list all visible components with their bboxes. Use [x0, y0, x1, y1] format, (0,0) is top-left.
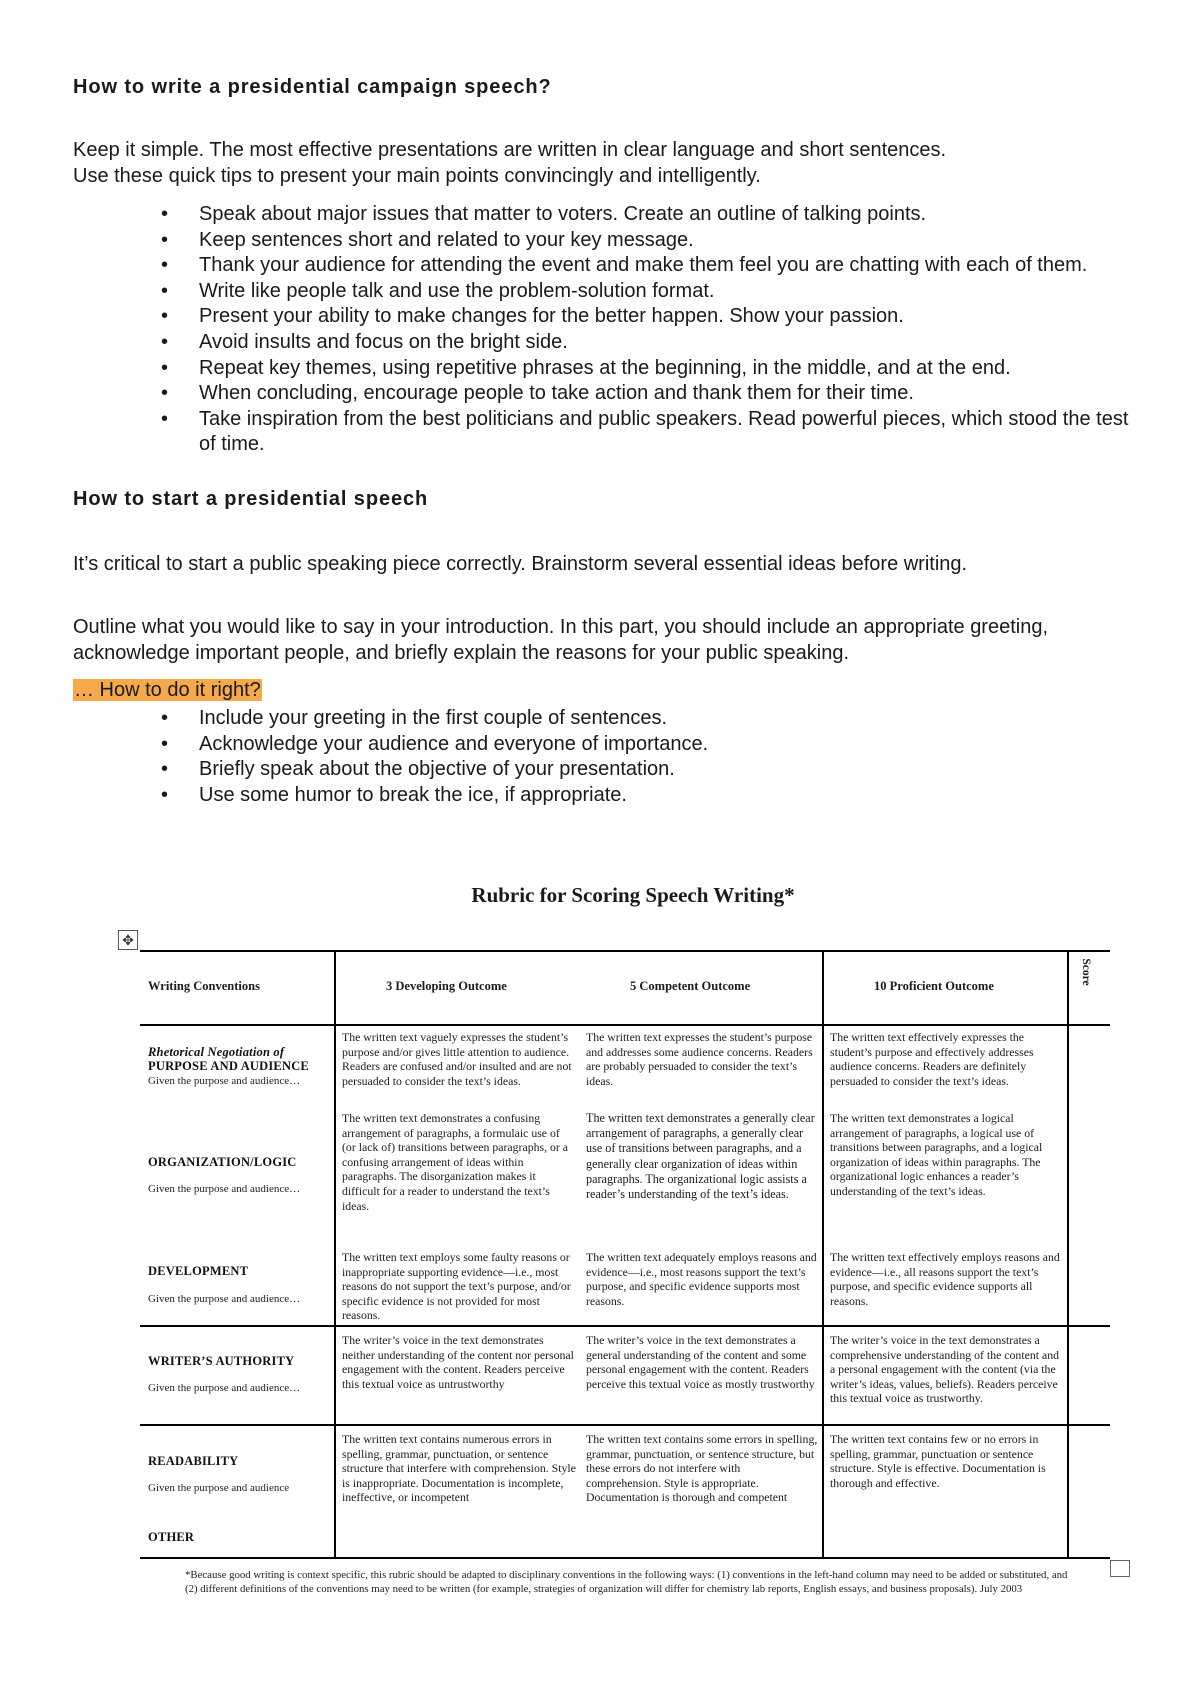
bullet-icon: • [161, 254, 169, 277]
row-label-italic: Rhetorical Negotiation of [148, 1045, 285, 1059]
bullet-icon: • [161, 356, 169, 379]
heading-campaign-speech: How to write a presidential campaign speech? [73, 76, 552, 98]
cell-development-proficient: The written text effectively employs reasons and evidence—i.e., all reasons support the text’s purpose, and specific evidence supports all reasons. [830, 1250, 1060, 1308]
header-writing-conventions: Writing Conventions [148, 979, 260, 993]
list-item: • Thank your audience for attending the event and make them feel you are chatting with each of them. [73, 253, 1138, 279]
cell-readability-competent: The written text contains some errors in spelling, grammar, punctuation, or sentence structure, but these errors do not interfere with comprehension. Style is appropriate. Documentation is thorough and competent [586, 1432, 818, 1505]
column-divider [334, 950, 336, 1558]
list-item: • Include your greeting in the first couple of sentences. [73, 706, 1138, 732]
cell-authority-competent: The writer’s voice in the text demonstrates a general understanding of the content and some personal engagement with the content. Readers perceive this textual voice as mostly trustworthy [586, 1333, 815, 1391]
list-item: • Keep sentences short and related to your key message. [73, 228, 1138, 254]
table-move-handle-icon[interactable]: ✥ [118, 930, 138, 950]
header-proficient: 10 Proficient Outcome [874, 979, 994, 993]
row-sublabel: Given the purpose and audience [148, 1482, 290, 1494]
intro-line-2: Use these quick tips to present your main points convincingly and intelligently. [73, 165, 761, 187]
bullet-icon: • [161, 707, 169, 729]
row-divider [140, 1424, 1110, 1426]
row-label-purpose-audience: PURPOSE AND AUDIENCE [148, 1059, 309, 1073]
cell-organization-developing: The written text demonstrates a confusing arrangement of paragraphs, a formulaic use of (or lack of) transitions between paragraphs, or a confusing arrangement of ideas within paragraphs. The disorganization makes it difficult for a reader to understand the text’s ideas. [342, 1111, 569, 1213]
intro-line-1: Keep it simple. The most effective presentations are written in clear language and short sentences. [73, 139, 947, 161]
cell-organization-proficient: The written text demonstrates a logical arrangement of paragraphs, a logical use of transitions between paragraphs, and a logical organization of ideas within paragraphs. The organizational logic enhances a reader’s understanding of the text’s ideas. [830, 1111, 1043, 1198]
row-label-development: DEVELOPMENT [148, 1264, 249, 1278]
list-item: • Take inspiration from the best politicians and public speakers. Read powerful pieces, which stood the test of time. [161, 407, 1129, 456]
list-item: • Write like people talk and use the problem-solution format. [73, 279, 1138, 305]
bullet-icon: • [161, 783, 169, 806]
table-header-border [140, 1024, 1110, 1026]
column-divider [1067, 950, 1069, 1558]
list-item: • Avoid insults and focus on the bright side. [73, 330, 1138, 356]
list-item: • Acknowledge your audience and everyone of importance. [73, 732, 1138, 758]
bullet-icon: • [161, 382, 169, 405]
bullet-icon: • [161, 305, 169, 328]
critical-start-paragraph: It’s critical to start a public speaking piece correctly. Brainstorm several essential ideas before writing. [73, 553, 968, 575]
rubric-footnote: *Because good writing is context specific, this rubric should be adapted to disciplinary conventions in the following ways: (1) conventions in the left-hand column may need to be added or substituted, and (2) different definitions of the conventions may need to be written (for example, strategies of organization will differ for chemistry lab reports, English essays, and business proposals). July 2003 [185, 1569, 1068, 1595]
row-label-organization: ORGANIZATION/LOGIC [148, 1155, 297, 1169]
row-sublabel: Given the purpose and audience… [148, 1075, 301, 1087]
outline-paragraph: Outline what you would like to say in your introduction. In this part, you should include an appropriate greeting, acknowledge important people, and briefly explain the reasons for your public speaking. [73, 616, 1049, 664]
bullet-icon: • [161, 279, 169, 302]
list-item: • Briefly speak about the objective of your presentation. [73, 757, 1138, 783]
rubric-title: Rubric for Scoring Speech Writing* [471, 883, 795, 907]
row-label-writers-authority: WRITER’S AUTHORITY [148, 1354, 295, 1368]
list-item: • Repeat key themes, using repetitive phrases at the beginning, in the middle, and at the end. [73, 356, 1138, 382]
bullet-icon: • [161, 732, 169, 755]
list-item: • Speak about major issues that matter to voters. Create an outline of talking points. [73, 202, 1138, 228]
highlighted-text: … How to do it right? [74, 679, 261, 701]
cell-organization-competent: The written text demonstrates a generally clear arrangement of paragraphs, a generally clear use of transitions between paragraphs, and a generally clear organization of ideas within paragraphs. The organizational logic assists a reader’s understanding of the text’s ideas. [586, 1111, 815, 1202]
bullet-icon: • [161, 407, 169, 430]
list-item: • When concluding, encourage people to take action and thank them for their time. [73, 381, 1138, 407]
cell-readability-proficient: The written text contains few or no errors in spelling, grammar, punctuation or sentence structure. Style is effective. Documentation is thorough and effective. [830, 1432, 1046, 1490]
row-divider [140, 1325, 1110, 1327]
bullet-icon: • [161, 203, 169, 225]
heading-start-speech: How to start a presidential speech [73, 488, 429, 510]
header-score: Score [1080, 958, 1092, 986]
row-label-readability: READABILITY [148, 1454, 239, 1468]
table-top-border [140, 950, 1110, 952]
row-sublabel: Given the purpose and audience… [148, 1293, 301, 1305]
row-sublabel: Given the purpose and audience… [148, 1183, 301, 1195]
header-competent: 5 Competent Outcome [630, 979, 751, 993]
column-divider [822, 950, 824, 1558]
header-developing: 3 Developing Outcome [386, 979, 507, 993]
table-bottom-border [140, 1557, 1110, 1559]
cell-authority-developing: The writer’s voice in the text demonstrates neither understanding of the content nor personal engagement with the content. Readers perceive this textual voice as untrustworthy [342, 1333, 574, 1391]
list-item: • Present your ability to make changes for the better happen. Show your passion. [73, 304, 1138, 330]
cell-authority-proficient: The writer’s voice in the text demonstrates a comprehensive understanding of the content and a personal engagement with the content (via the writer’s ideas, values, beliefs). Readers perceive this textual voice as trustworthy. [830, 1333, 1059, 1406]
cell-purpose-proficient: The written text effectively expresses the student’s purpose and effectively addresses audience concerns. Readers are definitely persuaded to consider the text’s ideas. [830, 1030, 1034, 1088]
bullet-icon: • [161, 758, 169, 781]
row-label-other: OTHER [148, 1530, 195, 1544]
list-item: • Use some humor to break the ice, if appropriate. [73, 783, 1138, 809]
row-sublabel: Given the purpose and audience… [148, 1382, 301, 1394]
cell-development-developing: The written text employs some faulty reasons or inappropriate supporting evidence—i.e., most reasons do not support the text’s purpose, and/or specific evidence is not provided for most reasons. [342, 1250, 571, 1323]
cell-purpose-competent: The written text expresses the student’s purpose and addresses some audience concerns. Readers are probably persuaded to consider the text’s ideas. [586, 1030, 813, 1088]
cell-readability-developing: The written text contains numerous errors in spelling, grammar, punctuation, or sentence structure that interfere with comprehension. Style is inappropriate. Documentation is incomplete, ineffective, or incompetent [342, 1432, 576, 1505]
bullet-icon: • [161, 330, 169, 353]
bullet-icon: • [161, 228, 169, 251]
cell-development-competent: The written text adequately employs reasons and evidence—i.e., most reasons support the text’s purpose, and specific evidence supports most reasons. [586, 1250, 817, 1308]
table-end-marker-icon [1110, 1560, 1130, 1577]
cell-purpose-developing: The written text vaguely expresses the student’s purpose and/or gives little attention to audience. Readers are confused and/or insulted and are not persuaded to consider the text’s ideas. [342, 1030, 572, 1088]
